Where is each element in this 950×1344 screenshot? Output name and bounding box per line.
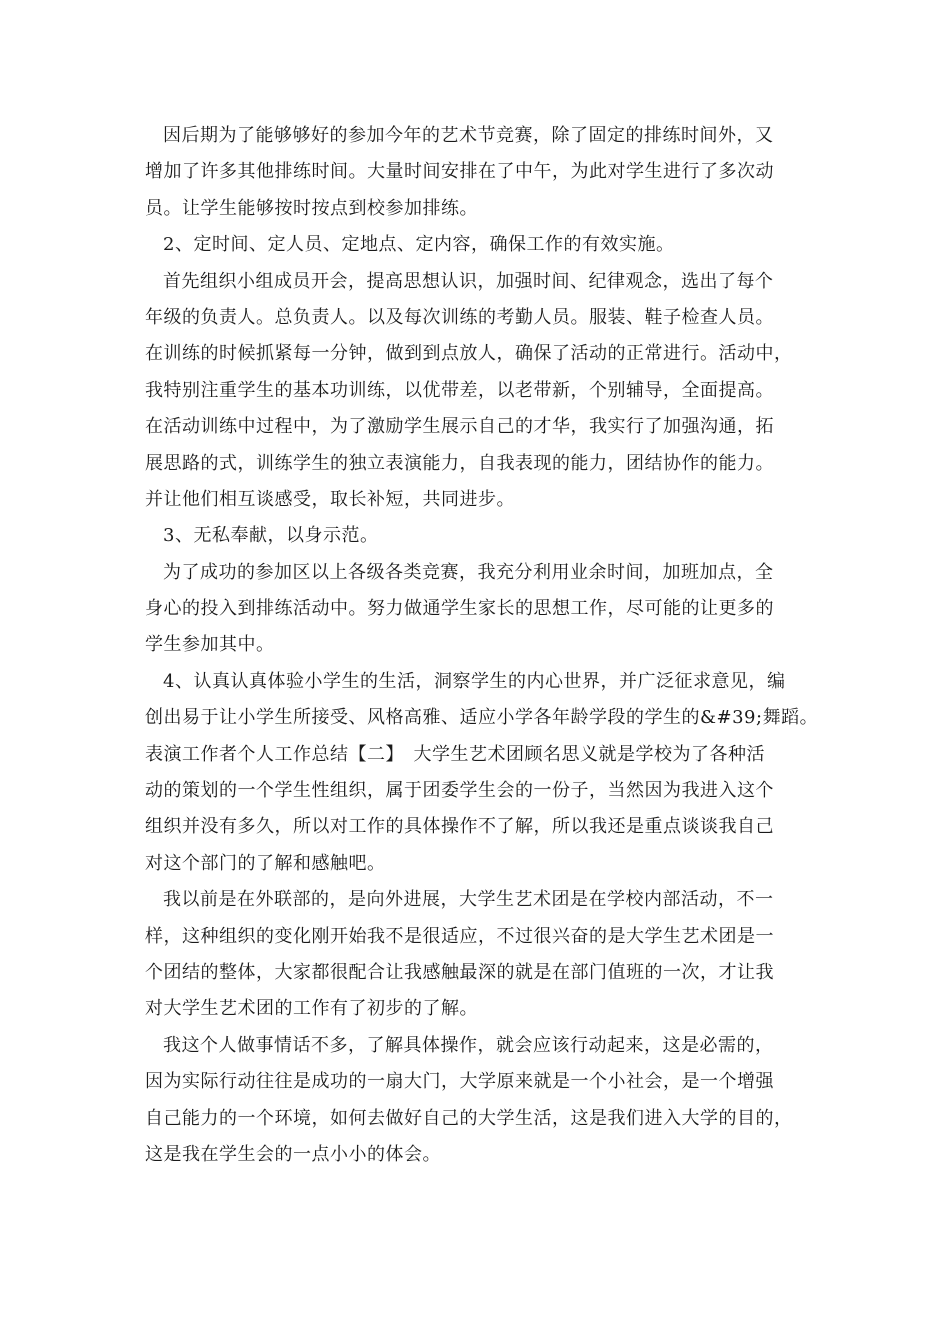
text-line: 因为实际行动往往是成功的一扇大门，大学原来就是一个小社会，是一个增强 [145, 1071, 774, 1093]
text-line: 年级的负责人。总负责人。以及每次训练的考勤人员。服装、鞋子检查人员。 [145, 306, 774, 328]
text-line: 为了成功的参加区以上各级各类竞赛，我充分利用业余时间，加班加点，全 [163, 561, 774, 583]
text-line: 在活动训练中过程中，为了激励学生展示自己的才华，我实行了加强沟通，拓 [145, 416, 774, 438]
text-line: 并让他们相互谈感受，取长补短，共同进步。 [145, 488, 515, 510]
text-line: 自己能力的一个环境，如何去做好自己的大学生活，这是我们进入大学的目的， [145, 1107, 793, 1129]
text-line: 增加了许多其他排练时间。大量时间安排在了中午，为此对学生进行了多次动 [145, 161, 774, 183]
text-line: 展思路的式，训练学生的独立表演能力，自我表现的能力，团结协作的能力。 [145, 452, 774, 474]
text-line: 组织并没有多久，所以对工作的具体操作不了解，所以我还是重点谈谈我自己 [145, 816, 774, 838]
text-line: 因后期为了能够够好的参加今年的艺术节竞赛，除了固定的排练时间外，又 [163, 125, 774, 146]
text-line: 我特别注重学生的基本功训练，以优带差，以老带新，个别辅导，全面提高。 [145, 379, 774, 401]
text-line: 2、定时间、定人员、定地点、定内容，确保工作的有效实施。 [163, 234, 675, 256]
text-line: 员。让学生能够按时按点到校参加排练。 [145, 197, 478, 219]
text-line: 在训练的时候抓紧每一分钟，做到到点放人，确保了活动的正常进行。活动中， [145, 343, 793, 365]
text-line: 动的策划的一个学生性组织，属于团委学生会的一份子，当然因为我进入这个 [145, 780, 774, 802]
text-line: 3、无私奉献，以身示范。 [163, 525, 379, 547]
body-text [145, 118, 825, 1173]
text-line: 我以前是在外联部的，是向外进展，大学生艺术团是在学校内部活动，不一 [163, 889, 774, 911]
text-line: 对大学生艺术团的工作有了初步的了解。 [145, 998, 478, 1020]
text-line: 我这个人做事情话不多，了解具体操作，就会应该行动起来，这是必需的， [163, 1034, 774, 1056]
text-line: 这是我在学生会的一点小小的体会。 [145, 1143, 441, 1165]
text-line: 4、认真认真体验小学生的生活，洞察学生的内心世界，并广泛征求意见，编 [163, 670, 786, 692]
text-line: 样，这种组织的变化刚开始我不是很适应，不过很兴奋的是大学生艺术团是一 [145, 925, 774, 947]
text-line: 创出易于让小学生所接受、风格高雅、适应小学各年龄学段的学生的&#39;舞蹈。 [145, 707, 819, 729]
section-heading-line: 表演工作者个人工作总结【二】 大学生艺术团顾名思义就是学校为了各种活 [145, 743, 765, 765]
text-line: 个团结的整体，大家都很配合让我感触最深的就是在部门值班的一次，才让我 [145, 961, 774, 983]
text-line: 身心的投入到排练活动中。努力做通学生家长的思想工作，尽可能的让更多的 [145, 598, 774, 620]
text-line: 学生参加其中。 [145, 634, 275, 656]
text-line: 首先组织小组成员开会，提高思想认识，加强时间、纪律观念，选出了每个 [163, 270, 774, 292]
text-line: 对这个部门的了解和感触吧。 [145, 852, 386, 874]
